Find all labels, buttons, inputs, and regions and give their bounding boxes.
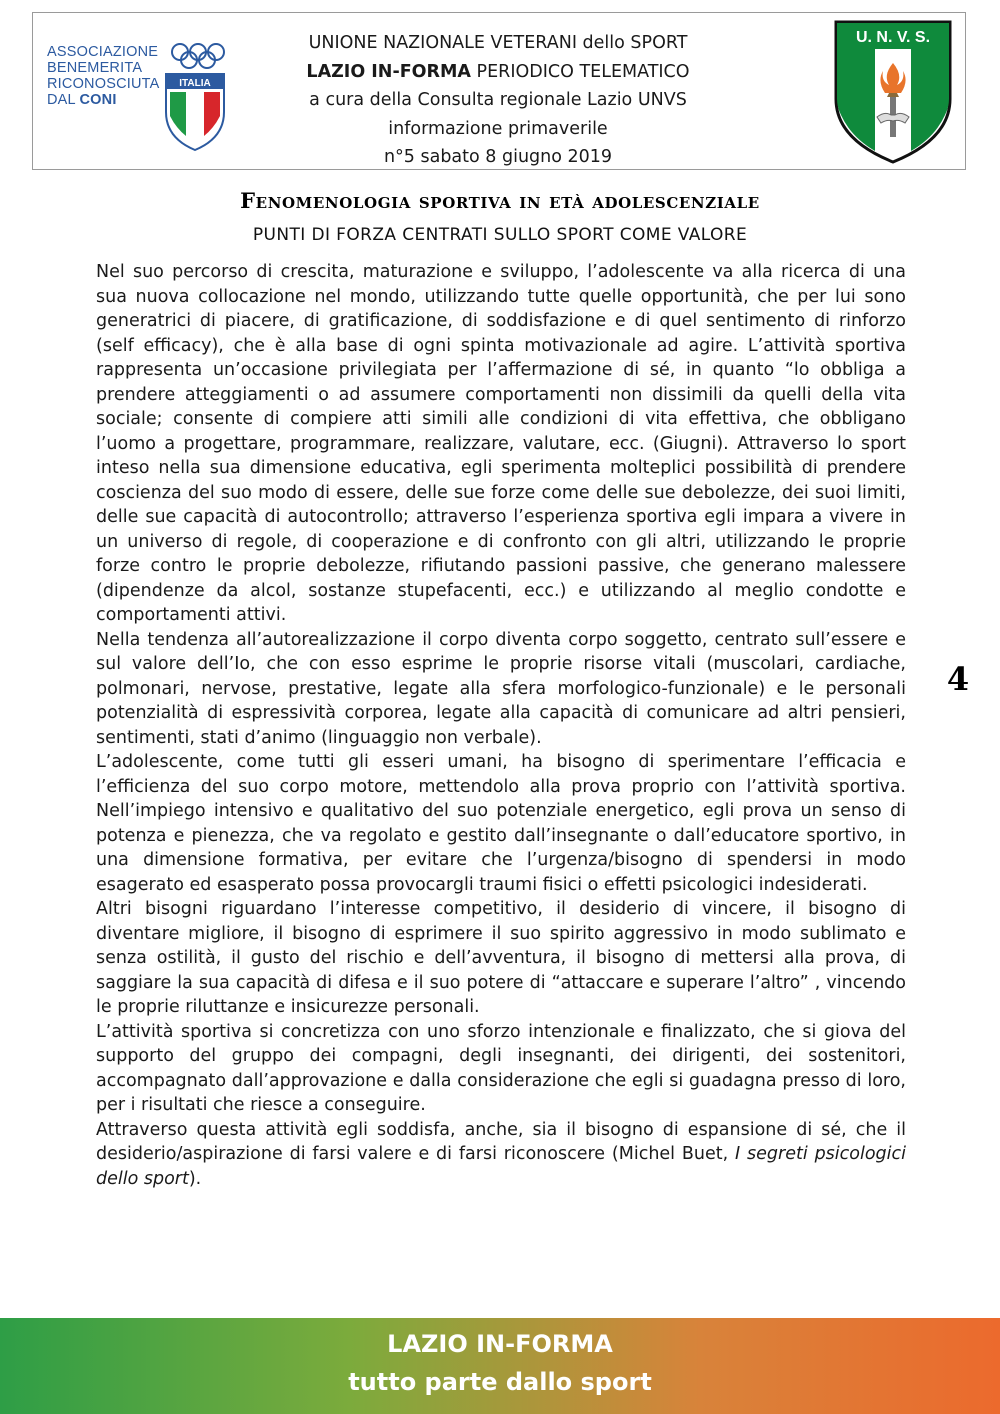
periodical-name: LAZIO IN-FORMA	[306, 61, 471, 82]
italia-shield-label: ITALIA	[179, 78, 211, 89]
coni-logo-text	[47, 44, 179, 108]
book-citation: I segreti psicologici dello sport	[96, 1144, 907, 1189]
footer-title: LAZIO IN-FORMA	[387, 1330, 613, 1358]
page-number: 4	[946, 660, 970, 698]
coni-logo-line: BENEMERITA	[47, 60, 143, 76]
footer-banner	[0, 1318, 1000, 1414]
issue-date: n°5 sabato 8 giugno 2019	[383, 147, 613, 167]
coni-logo-line: ASSOCIAZIONE	[47, 44, 159, 60]
italia-shield-icon	[164, 72, 226, 152]
masthead-text	[233, 29, 763, 172]
article-subtitle: PUNTI DI FORZA CENTRATI SULLO SPORT COME VALORE	[252, 225, 748, 245]
unvs-logo-text: U. N. V. S.	[855, 29, 931, 46]
masthead-line-2	[233, 58, 763, 87]
article-title: Fenomenologia sportiva in età adolescenziale	[240, 188, 760, 213]
coni-logo-coni: CONI	[79, 92, 117, 108]
masthead-line-4: informazione primaverile	[388, 118, 608, 139]
last-paragraph-end: ).	[188, 1168, 202, 1189]
unvs-logo	[833, 19, 953, 165]
masthead-line-3: a cura della Consulta regionale Lazio UNVS	[309, 90, 687, 110]
periodical-type: PERIODICO TELEMATICO	[470, 61, 690, 82]
article-paragraph: Nella tendenza all’autorealizzazione il corpo diventa corpo soggetto, centrato sull’essere e sul valore dell’Io, che con esso esprime le proprie risorse vitali (muscolari, cardiache, polmonari, nervose, prestative, legate alla sfera morfologico-funzionale) e le personali potenzialità di espressività corporea, legate alla capacità di comunicare ad altri pensieri, sentimenti, stati d’animo (linguaggio non verbale).	[96, 629, 906, 748]
article-paragraph: L’attività sportiva si concretizza con uno sforzo intenzionale e finalizzato, che si giova del supporto del gruppo dei compagni, degli insegnanti, dei dirigenti, dei sostenitori, accompagnato dall’approvazione e dalla considerazione che egli si guadagna presso di loro, per i risultati che riesce a conseguire.	[96, 1021, 906, 1115]
article-paragraph: Nel suo percorso di crescita, maturazione e sviluppo, l’adolescente va alla ricerca di una sua nuova collocazione nel mondo, utilizzando tutte quelle opportunità, che per lui sono generatrici di piacere, di gratificazione, di soddisfazione e di quel sentimento di rinforzo (self efficacy), che è alla base di ogni spinta motivazionale ad agire. L’attività sportiva rappresenta un’occasione privilegiata per l’affermazione di sé, in quanto “lo obbliga a prendere atteggiamenti o ad assumere comportamenti non dissimili da quelli della vita sociale; consente di compiere atti simili alle condizioni di vita effettiva, che obbligano l’uomo a progettare, programmare, realizzare, valutare, ecc. (Giugni). Attraverso lo sport inteso nella sua dimensione educativa, egli sperimenta molteplici possibilità di prendere coscienza del suo modo di essere, delle sue forze come delle sue debolezze, dei suoi limiti, delle sue capacità di autocontrollo; attraverso l’esperienza sportiva egli impara a vivere in un universo di regole, di cooperazione e di confronto con gli altri, utilizzando le proprie forze contro le proprie debolezze, rifiutando passioni passive, che generano malessere (dipendenze da alcol, sostanze stupefacenti, ecc.) e utilizzando al meglio condotte e comportamenti attivi.	[96, 262, 906, 625]
article-paragraph: Altri bisogni riguardano l’interesse competitivo, il desiderio di vincere, il bisogno di diventare migliore, il bisogno di esprimere il suo spirito aggressivo in modo sublimato e senza ostilità, il gusto del rischio e dell’avventura, il bisogno di mettersi alla prova, di saggiare la sua capacità di difesa e il suo potere di “attaccare e superare l’altro” , vincendo le proprie riluttanze e insicurezze personali.	[96, 899, 906, 1017]
masthead-line-1: UNIONE NAZIONALE VETERANI dello SPORT	[308, 33, 688, 53]
coni-logo	[47, 38, 247, 158]
masthead	[32, 12, 966, 170]
article-paragraph: L’adolescente, come tutti gli esseri umani, ha bisogno di sperimentare l’efficacia e l’efficienza del suo corpo motore, mettendolo alla prova proprio con l’attività sportiva. Nell’impiego intensivo e qualitativo del suo potenziale energetico, egli prova un senso di potenza e pienezza, che va regolato e gestito dall’insegnante o dall’educatore sportivo, in una dimensione formativa, per evitare che l’urgenza/bisogno di spendersi in modo esagerato ed esasperato possa provocargli traumi fisici o effetti psicologici indesiderati.	[96, 752, 906, 895]
article-paragraph-last	[96, 1118, 906, 1192]
article-body	[96, 260, 906, 1191]
coni-logo-line: RICONOSCIUTA	[47, 76, 160, 92]
coni-logo-line: DAL	[47, 92, 80, 108]
footer-slogan: tutto parte dallo sport	[348, 1368, 652, 1396]
last-paragraph-text: Attraverso questa attività egli soddisfa, anche, sia il bisogno di espansione di sé, che il desiderio/aspirazione di farsi valere e di farsi riconoscere (Michel Buet,	[96, 1119, 906, 1164]
